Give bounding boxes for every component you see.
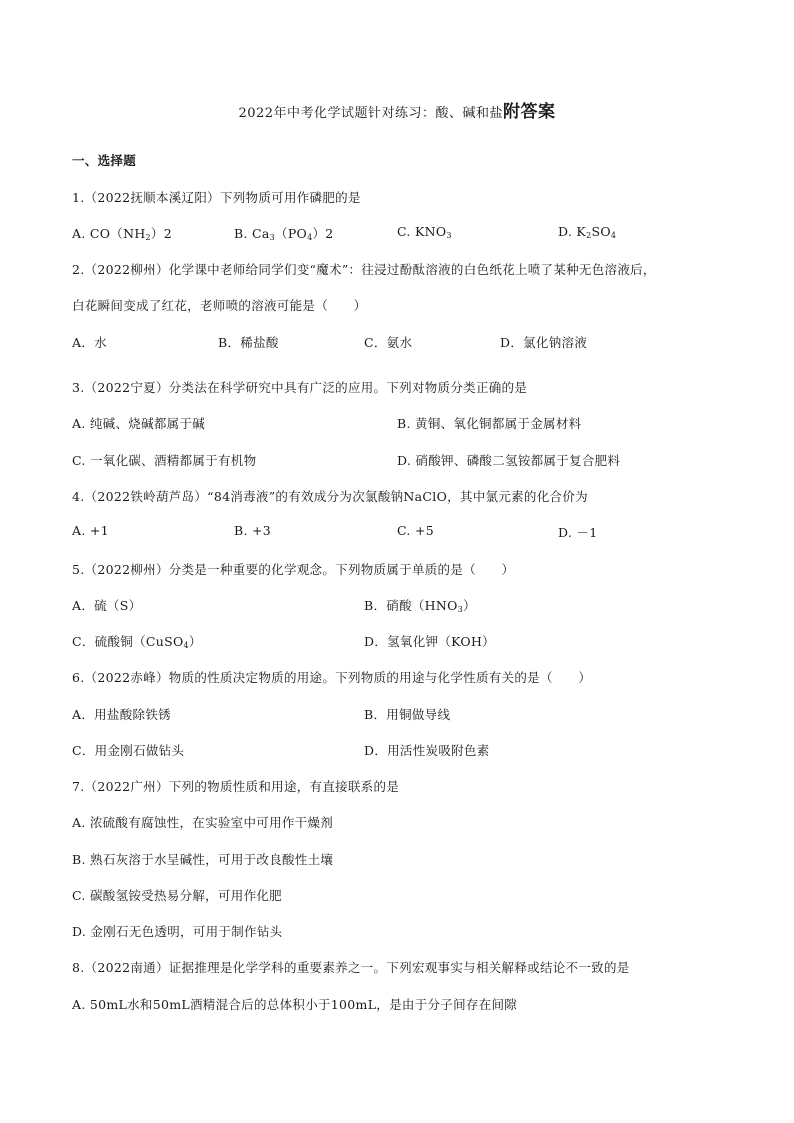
title-suffix: 附答案 (503, 102, 556, 122)
question-3-option-b: B. 黄铜、氧化铜都属于金属材料 (397, 416, 582, 431)
question-6-option-c: C．用金刚石做钻头 (72, 743, 185, 758)
question-6-option-b: B．用铜做导线 (364, 707, 451, 722)
question-7-option-c: C. 碳酸氢铵受热易分解，可用作化肥 (72, 888, 282, 903)
question-7-option-a: A. 浓硫酸有腐蚀性，在实验室中可用作干燥剂 (72, 815, 334, 830)
question-4-option-c: C. +5 (397, 523, 434, 538)
question-1-option-c: C. $KNO_3$ (397, 224, 452, 240)
question-5-option-b: B．硝酸$(HNO_3)$ (364, 598, 476, 614)
question-4-option-a: A. +1 (72, 523, 109, 538)
question-4-option-b: B. +3 (234, 523, 272, 538)
question-1-option-b: B. $Ca_3(PO_4)2$ (234, 226, 334, 242)
question-5-option-a: A．硫（S） (72, 598, 142, 613)
question-5-option-c: C．硫酸铜（CuSO$_4$） (72, 634, 202, 650)
question-4-option-d: D. －1 (558, 525, 598, 540)
question-4-stem: 4.（2022铁岭葫芦岛）“84消毒液”的有效成分为次氯酸钠NaClO，其中氯元素的化合价为 (72, 489, 588, 504)
question-2-option-c: C．氨水 (364, 335, 413, 350)
question-1-option-d: D. $K_2SO_4$ (558, 224, 617, 240)
question-2-stem-line2: 白花瞬间变成了红花，老师喷的溶液可能是（ ） (72, 298, 367, 313)
question-6-option-a: A．用盐酸除铁锈 (72, 707, 171, 722)
question-7-stem: 7.（2022广州）下列的物质性质和用途，有直接联系的是 (72, 779, 400, 794)
document-title (0, 97, 794, 122)
question-3-option-a: A. 纯碱、烧碱都属于碱 (72, 416, 206, 431)
question-5-option-d: D．氢氧化钾（KOH） (364, 634, 495, 649)
question-1-option-a: A. $CO(NH_2)2$ (72, 226, 172, 242)
question-2-option-b: B．稀盐酸 (218, 335, 279, 350)
title-main: 2022年中考化学试题针对练习：酸、碱和盐 (238, 106, 504, 121)
question-8-stem: 8.（2022南通）证据推理是化学学科的重要素养之一。下列宏观事实与相关解释或结论不一致的是 (72, 960, 630, 975)
section-heading: 一、选择题 (72, 153, 137, 168)
question-3-option-c: C. 一氧化碳、酒精都属于有机物 (72, 453, 257, 468)
question-3-stem: 3.（2022宁夏）分类法在科学研究中具有广泛的应用。下列对物质分类正确的是 (72, 380, 528, 395)
question-2-option-d: D．氯化钠溶液 (500, 335, 588, 350)
question-6-option-d: D．用活性炭吸附色素 (364, 743, 490, 758)
question-2-option-a: A．水 (72, 335, 107, 350)
question-2-stem-line1: 2.（2022柳州）化学课中老师给同学们变“魔术”：往浸过酚酞溶液的白色纸花上喷了某种无色溶液后， (72, 262, 656, 277)
question-3-option-d: D. 硝酸钾、磷酸二氢铵都属于复合肥料 (397, 453, 621, 468)
question-7-option-d: D. 金刚石无色透明，可用于制作钻头 (72, 924, 283, 939)
question-5-stem: 5.（2022柳州）分类是一种重要的化学观念。下列物质属于单质的是（ ） (72, 562, 515, 577)
question-7-option-b: B. 熟石灰溶于水呈碱性，可用于改良酸性土壤 (72, 852, 334, 867)
question-1-stem: 1.（2022抚顺本溪辽阳）下列物质可用作磷肥的是 (72, 190, 361, 205)
question-6-stem: 6.（2022赤峰）物质的性质决定物质的用途。下列物质的用途与化学性质有关的是（ ） (72, 670, 592, 685)
question-8-option-a: A. 50mL水和50mL酒精混合后的总体积小于100mL，是由于分子间存在间隙 (72, 997, 518, 1012)
